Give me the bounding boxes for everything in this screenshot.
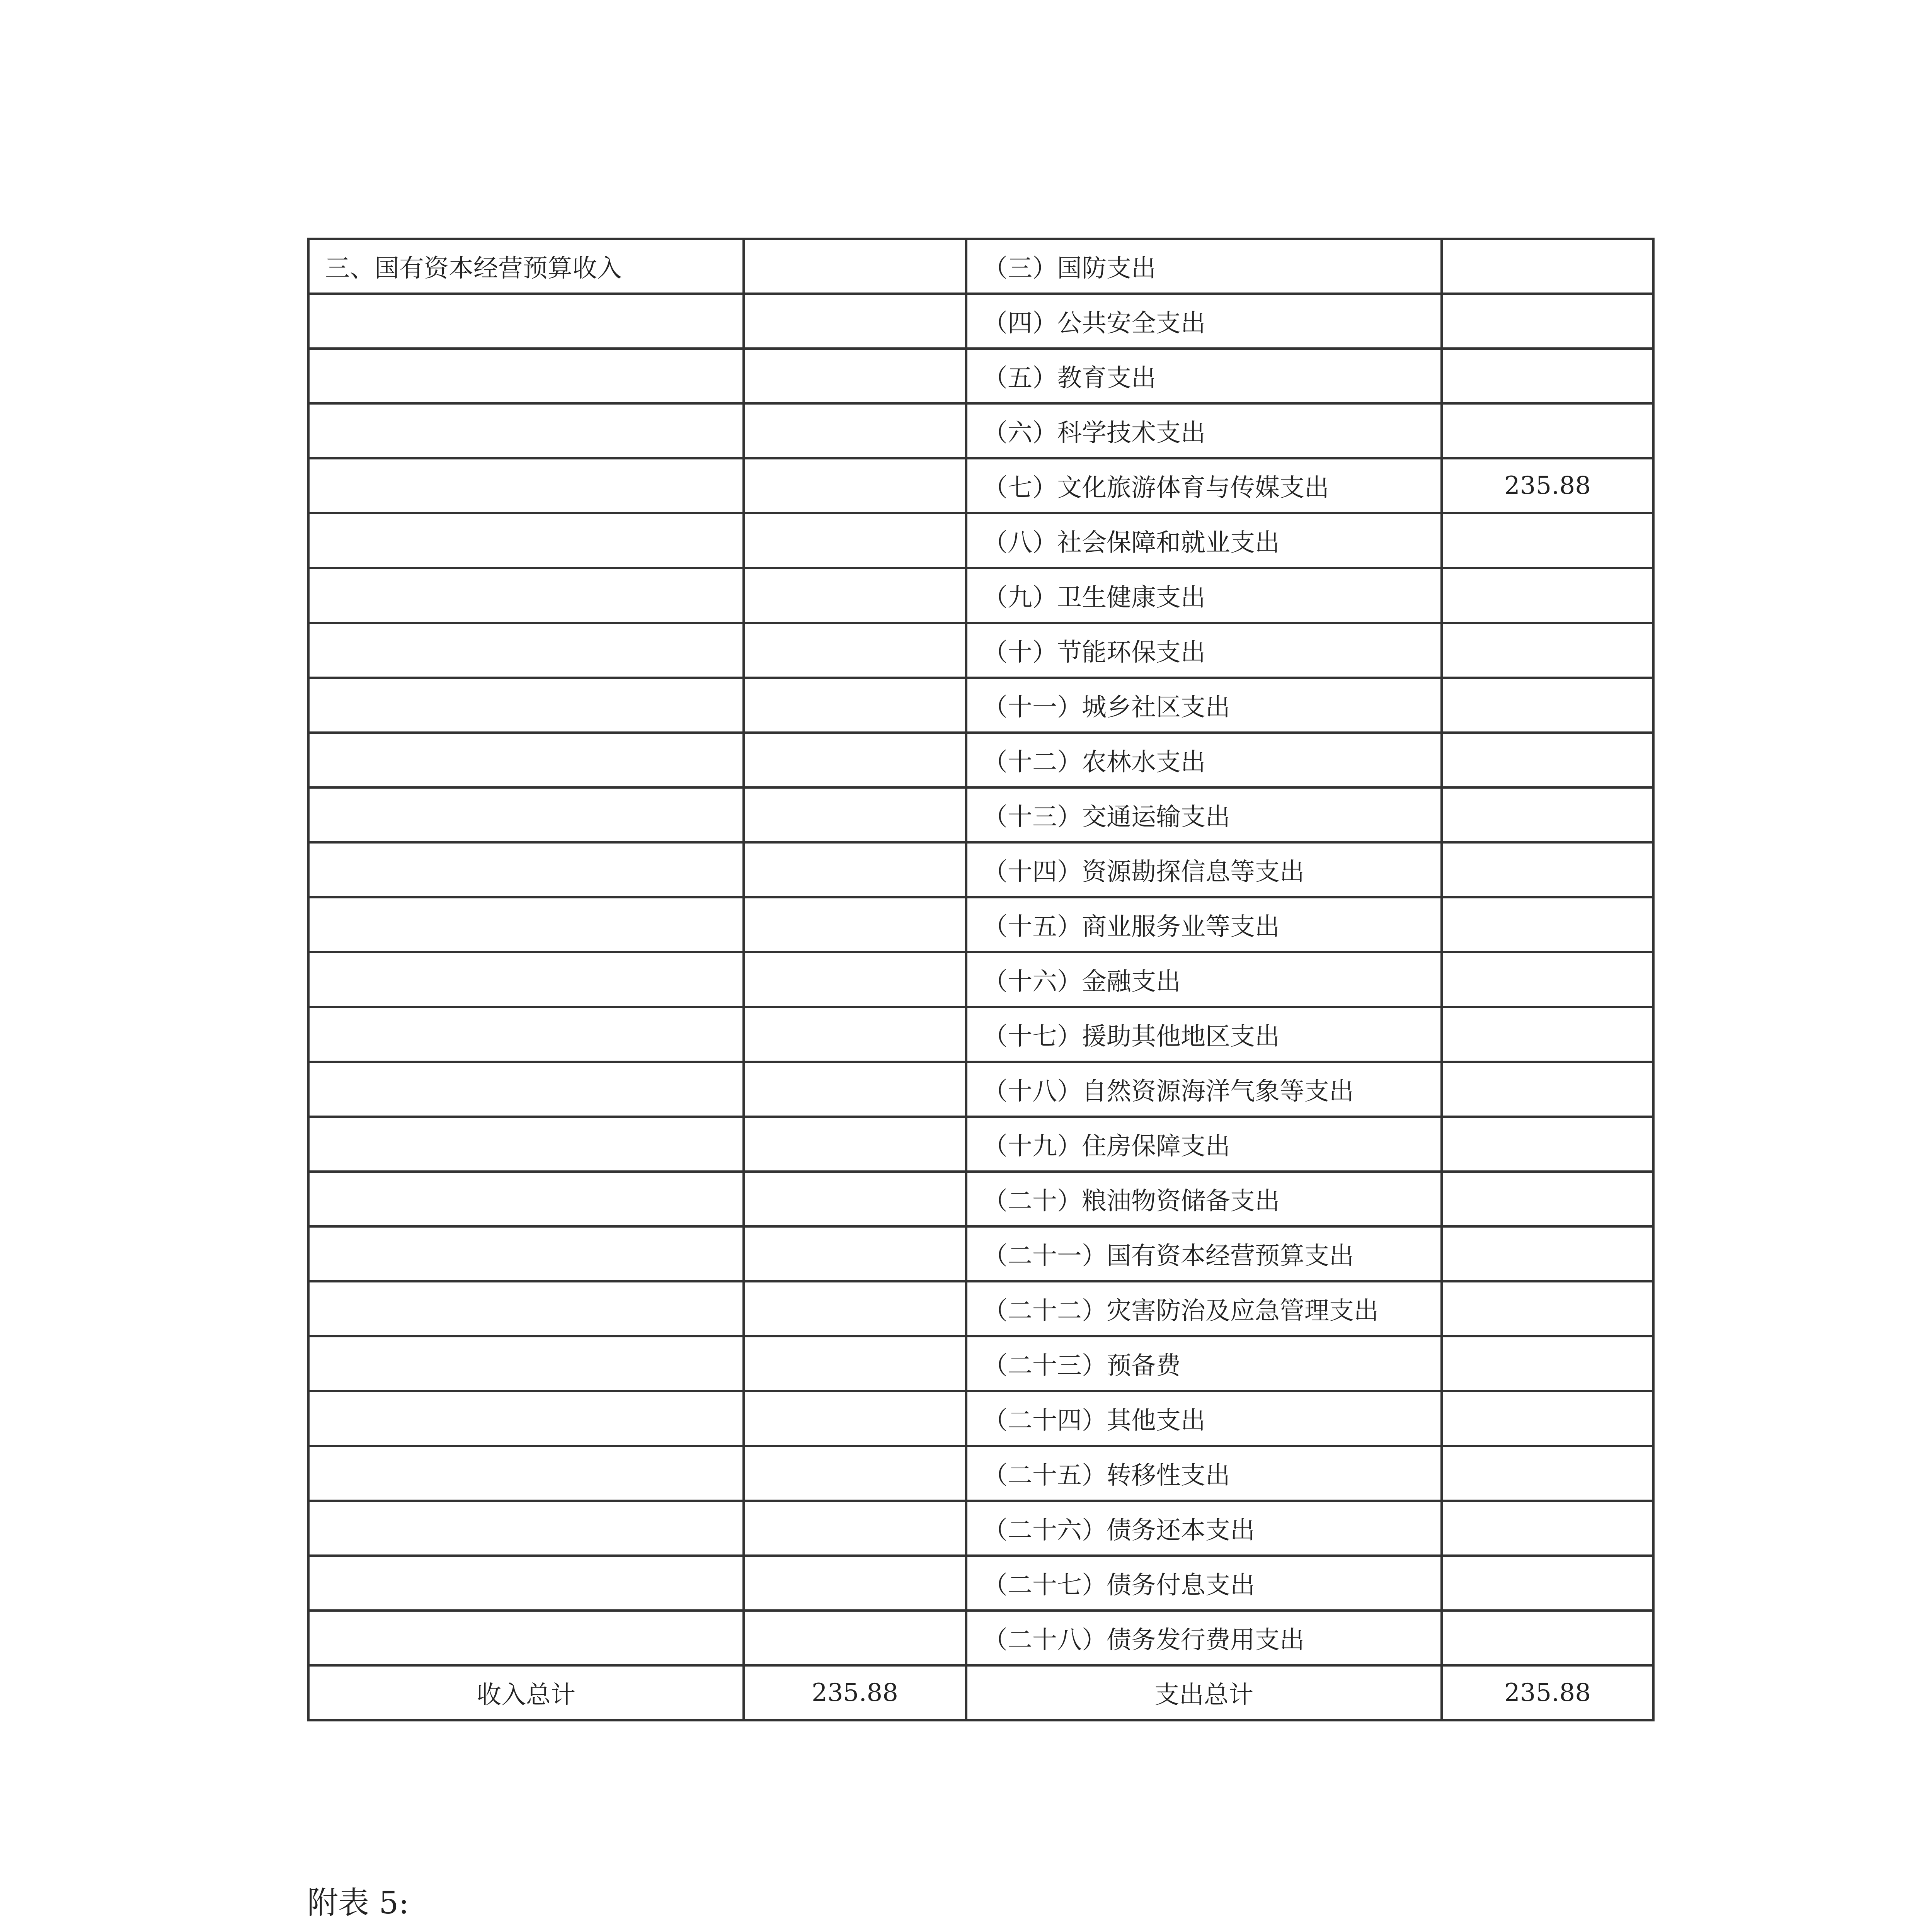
income-amount bbox=[744, 513, 966, 568]
expense-amount bbox=[1442, 1007, 1653, 1062]
income-item: 三、国有资本经营预算收入 bbox=[308, 239, 744, 294]
table-row bbox=[308, 1336, 1653, 1391]
expense-item: （六）科学技术支出 bbox=[966, 403, 1442, 458]
expense-amount bbox=[1442, 1446, 1653, 1501]
income-amount bbox=[744, 1226, 966, 1281]
income-item bbox=[308, 568, 744, 623]
expense-amount bbox=[1442, 1336, 1653, 1391]
expense-item: （十一）城乡社区支出 bbox=[966, 678, 1442, 733]
income-amount bbox=[744, 568, 966, 623]
income-item bbox=[308, 733, 744, 787]
table-row bbox=[308, 458, 1653, 513]
expense-amount bbox=[1442, 678, 1653, 733]
expense-amount bbox=[1442, 1226, 1653, 1281]
expense-amount bbox=[1442, 1391, 1653, 1446]
income-amount bbox=[744, 1391, 966, 1446]
expense-item: （二十四）其他支出 bbox=[966, 1391, 1442, 1446]
income-item bbox=[308, 1501, 744, 1556]
expense-amount bbox=[1442, 1281, 1653, 1336]
table-row bbox=[308, 1117, 1653, 1172]
table-row bbox=[308, 842, 1653, 897]
expense-amount bbox=[1442, 623, 1653, 678]
income-amount bbox=[744, 842, 966, 897]
income-amount bbox=[744, 349, 966, 403]
table-row bbox=[308, 1446, 1653, 1501]
expense-amount bbox=[1442, 1117, 1653, 1172]
table-row bbox=[308, 1007, 1653, 1062]
table-row bbox=[308, 1281, 1653, 1336]
expense-item: （八）社会保障和就业支出 bbox=[966, 513, 1442, 568]
expense-item: （二十七）债务付息支出 bbox=[966, 1556, 1442, 1611]
expense-item: （十四）资源勘探信息等支出 bbox=[966, 842, 1442, 897]
income-item bbox=[308, 1007, 744, 1062]
table-row bbox=[308, 1226, 1653, 1281]
expense-amount bbox=[1442, 294, 1653, 349]
expense-amount bbox=[1442, 513, 1653, 568]
income-item bbox=[308, 1336, 744, 1391]
expense-item: （十八）自然资源海洋气象等支出 bbox=[966, 1062, 1442, 1117]
expense-item: （九）卫生健康支出 bbox=[966, 568, 1442, 623]
expense-item: （二十三）预备费 bbox=[966, 1336, 1442, 1391]
expense-amount: 235.88 bbox=[1442, 458, 1653, 513]
income-amount bbox=[744, 1501, 966, 1556]
table-row bbox=[308, 568, 1653, 623]
table-row bbox=[308, 513, 1653, 568]
expense-amount bbox=[1442, 403, 1653, 458]
income-item bbox=[308, 458, 744, 513]
income-amount bbox=[744, 952, 966, 1007]
income-item bbox=[308, 787, 744, 842]
expense-amount bbox=[1442, 1062, 1653, 1117]
table-row bbox=[308, 678, 1653, 733]
income-amount bbox=[744, 294, 966, 349]
income-item bbox=[308, 1446, 744, 1501]
income-item bbox=[308, 678, 744, 733]
income-amount bbox=[744, 1007, 966, 1062]
income-total-amount: 235.88 bbox=[744, 1665, 966, 1720]
table-row bbox=[308, 1501, 1653, 1556]
income-amount bbox=[744, 897, 966, 952]
income-item bbox=[308, 842, 744, 897]
income-item bbox=[308, 1391, 744, 1446]
income-amount bbox=[744, 1281, 966, 1336]
table-row bbox=[308, 623, 1653, 678]
income-amount bbox=[744, 239, 966, 294]
expense-item: （二十）粮油物资储备支出 bbox=[966, 1172, 1442, 1226]
table-row bbox=[308, 897, 1653, 952]
expense-item: （十七）援助其他地区支出 bbox=[966, 1007, 1442, 1062]
expense-item: （十五）商业服务业等支出 bbox=[966, 897, 1442, 952]
expense-amount bbox=[1442, 239, 1653, 294]
table-row bbox=[308, 1062, 1653, 1117]
income-amount bbox=[744, 1062, 966, 1117]
expense-total-label: 支出总计 bbox=[966, 1665, 1442, 1720]
expense-item: （二十五）转移性支出 bbox=[966, 1446, 1442, 1501]
table-row bbox=[308, 787, 1653, 842]
expense-item: （七）文化旅游体育与传媒支出 bbox=[966, 458, 1442, 513]
income-amount bbox=[744, 1611, 966, 1665]
income-amount bbox=[744, 403, 966, 458]
expense-total-amount: 235.88 bbox=[1442, 1665, 1653, 1720]
expense-item: （二十一）国有资本经营预算支出 bbox=[966, 1226, 1442, 1281]
expense-amount bbox=[1442, 1611, 1653, 1665]
income-item bbox=[308, 403, 744, 458]
table-row bbox=[308, 349, 1653, 403]
income-item bbox=[308, 1172, 744, 1226]
income-expense-table bbox=[307, 238, 1655, 1721]
table-row bbox=[308, 1172, 1653, 1226]
expense-amount bbox=[1442, 733, 1653, 787]
income-amount bbox=[744, 733, 966, 787]
table-row bbox=[308, 239, 1653, 294]
expense-item: （三）国防支出 bbox=[966, 239, 1442, 294]
income-item bbox=[308, 294, 744, 349]
expense-amount bbox=[1442, 1501, 1653, 1556]
table-row bbox=[308, 1611, 1653, 1665]
expense-item: （二十二）灾害防治及应急管理支出 bbox=[966, 1281, 1442, 1336]
income-item bbox=[308, 1611, 744, 1665]
income-total-label: 收入总计 bbox=[308, 1665, 744, 1720]
expense-item: （二十八）债务发行费用支出 bbox=[966, 1611, 1442, 1665]
income-item bbox=[308, 1281, 744, 1336]
income-amount bbox=[744, 787, 966, 842]
expense-item: （十九）住房保障支出 bbox=[966, 1117, 1442, 1172]
income-item bbox=[308, 1556, 744, 1611]
expense-item: （五）教育支出 bbox=[966, 349, 1442, 403]
table-row bbox=[308, 733, 1653, 787]
income-item bbox=[308, 952, 744, 1007]
attachment-label: 附表 5: bbox=[307, 1885, 409, 1921]
table-row bbox=[308, 952, 1653, 1007]
income-item bbox=[308, 349, 744, 403]
income-item bbox=[308, 513, 744, 568]
table-row bbox=[308, 1391, 1653, 1446]
expense-amount bbox=[1442, 842, 1653, 897]
income-item bbox=[308, 897, 744, 952]
expense-amount bbox=[1442, 568, 1653, 623]
expense-amount bbox=[1442, 787, 1653, 842]
expense-amount bbox=[1442, 897, 1653, 952]
expense-amount bbox=[1442, 952, 1653, 1007]
expense-amount bbox=[1442, 1172, 1653, 1226]
table-row bbox=[308, 403, 1653, 458]
income-item bbox=[308, 1117, 744, 1172]
income-item bbox=[308, 1062, 744, 1117]
expense-amount bbox=[1442, 1556, 1653, 1611]
expense-item: （四）公共安全支出 bbox=[966, 294, 1442, 349]
expense-item: （十六）金融支出 bbox=[966, 952, 1442, 1007]
table-row bbox=[308, 294, 1653, 349]
expense-item: （十三）交通运输支出 bbox=[966, 787, 1442, 842]
income-amount bbox=[744, 1336, 966, 1391]
total-row bbox=[308, 1665, 1653, 1720]
expense-item: （十）节能环保支出 bbox=[966, 623, 1442, 678]
income-amount bbox=[744, 1172, 966, 1226]
expense-item: （十二）农林水支出 bbox=[966, 733, 1442, 787]
income-amount bbox=[744, 458, 966, 513]
income-amount bbox=[744, 623, 966, 678]
income-amount bbox=[744, 1117, 966, 1172]
expense-amount bbox=[1442, 349, 1653, 403]
income-amount bbox=[744, 1556, 966, 1611]
income-amount bbox=[744, 678, 966, 733]
income-amount bbox=[744, 1446, 966, 1501]
income-item bbox=[308, 1226, 744, 1281]
expense-item: （二十六）债务还本支出 bbox=[966, 1501, 1442, 1556]
income-item bbox=[308, 623, 744, 678]
table-row bbox=[308, 1556, 1653, 1611]
